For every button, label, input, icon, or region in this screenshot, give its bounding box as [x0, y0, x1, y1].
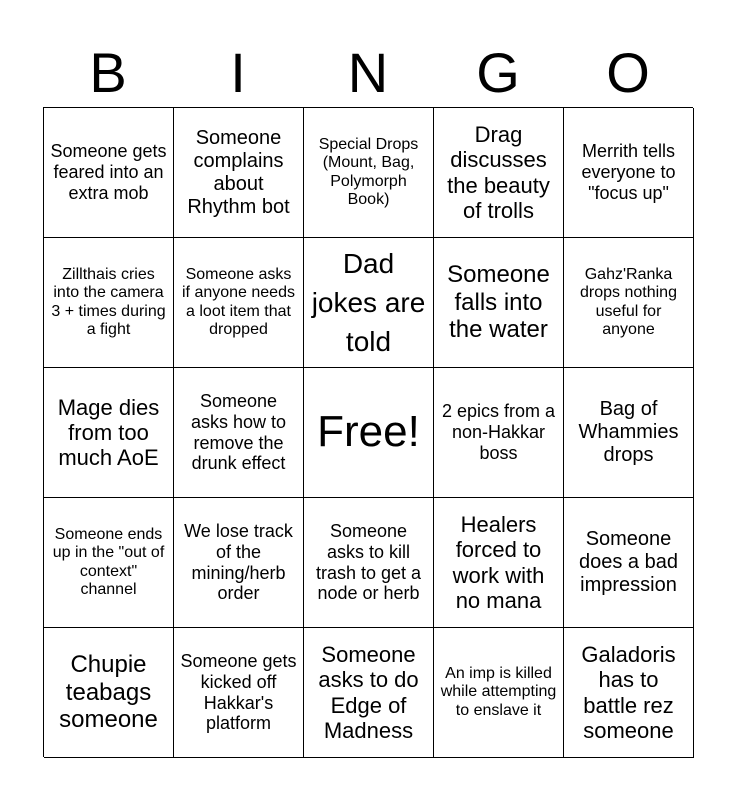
- bingo-cell[interactable]: Merrith tells everyone to "focus up": [564, 108, 694, 238]
- header-letter-b: B: [89, 41, 127, 104]
- bingo-cell[interactable]: Special Drops (Mount, Bag, Polymorph Book): [304, 108, 434, 238]
- bingo-cell[interactable]: Someone complains about Rhythm bot: [174, 108, 304, 238]
- header-letter-i: I: [230, 41, 246, 104]
- header-letter-o: O: [606, 41, 650, 104]
- bingo-cell[interactable]: Healers forced to work with no mana: [434, 498, 564, 628]
- bingo-cell[interactable]: Someone gets kicked off Hakkar's platform: [174, 628, 304, 758]
- bingo-cell[interactable]: 2 epics from a non-Hakkar boss: [434, 368, 564, 498]
- free-space-cell[interactable]: Free!: [304, 368, 434, 498]
- bingo-cell[interactable]: An imp is killed while attempting to enslave it: [434, 628, 564, 758]
- bingo-cell[interactable]: Someone asks if anyone needs a loot item that dropped: [174, 238, 304, 368]
- bingo-cell[interactable]: Gahz'Ranka drops nothing useful for anyone: [564, 238, 694, 368]
- bingo-grid: [43, 107, 693, 757]
- header-letter-n: N: [347, 41, 389, 104]
- bingo-cell[interactable]: Someone gets feared into an extra mob: [44, 108, 174, 238]
- bingo-cell[interactable]: Drag discusses the beauty of trolls: [434, 108, 564, 238]
- bingo-cell[interactable]: Dad jokes are told: [304, 238, 434, 368]
- bingo-cell[interactable]: Bag of Whammies drops: [564, 368, 694, 498]
- bingo-cell[interactable]: Galadoris has to battle rez someone: [564, 628, 694, 758]
- header-letter-g: G: [476, 41, 520, 104]
- bingo-cell[interactable]: Someone asks how to remove the drunk effect: [174, 368, 304, 498]
- bingo-cell[interactable]: Someone asks to do Edge of Madness: [304, 628, 434, 758]
- bingo-cell[interactable]: Mage dies from too much AoE: [44, 368, 174, 498]
- bingo-cell[interactable]: Someone falls into the water: [434, 238, 564, 368]
- bingo-cell[interactable]: Zillthais cries into the camera 3 + times during a fight: [44, 238, 174, 368]
- bingo-cell[interactable]: Chupie teabags someone: [44, 628, 174, 758]
- bingo-cell[interactable]: We lose track of the mining/herb order: [174, 498, 304, 628]
- bingo-header: [43, 40, 693, 106]
- bingo-cell[interactable]: Someone ends up in the "out of context" channel: [44, 498, 174, 628]
- bingo-cell[interactable]: Someone does a bad impression: [564, 498, 694, 628]
- bingo-cell[interactable]: Someone asks to kill trash to get a node or herb: [304, 498, 434, 628]
